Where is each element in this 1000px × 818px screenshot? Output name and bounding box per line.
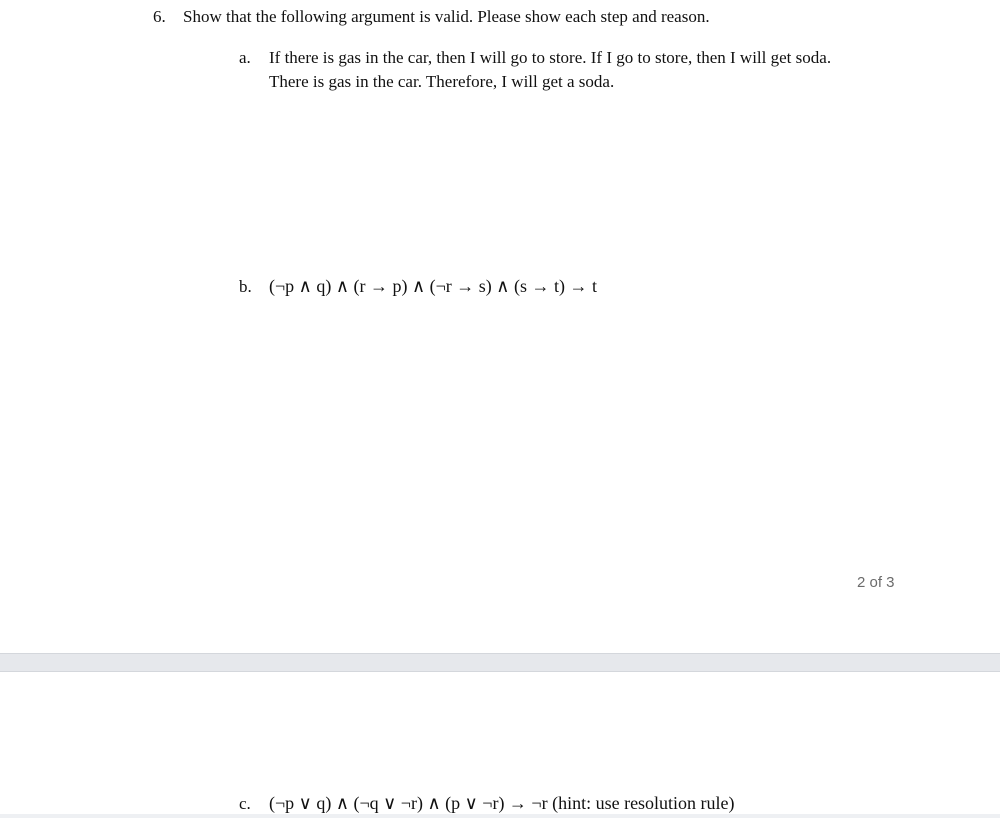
part-a-text-line2: There is gas in the car. Therefore, I will get a soda.: [269, 72, 615, 91]
part-a-label: a.: [239, 48, 251, 67]
question-number: 6.: [153, 7, 166, 26]
page-bottom-edge: [0, 814, 1000, 818]
question-text: Show that the following argument is valid. Please show each step and reason.: [183, 7, 710, 26]
part-c-expression: (¬p ∨ q) ∧ (¬q ∨ ¬r) ∧ (p ∨ ¬r) → ¬r (hint: use resolution rule): [269, 793, 735, 813]
part-a-text-line1: If there is gas in the car, then I will go to store. If I go to store, then I will get soda.: [269, 48, 832, 67]
page-separator: [0, 653, 1000, 672]
part-b-expression: (¬p ∧ q) ∧ (r → p) ∧ (¬r → s) ∧ (s → t) → t: [269, 276, 597, 296]
part-c-label: c.: [239, 794, 251, 813]
part-b-label: b.: [239, 277, 252, 296]
page-indicator: 2 of 3: [857, 574, 895, 591]
